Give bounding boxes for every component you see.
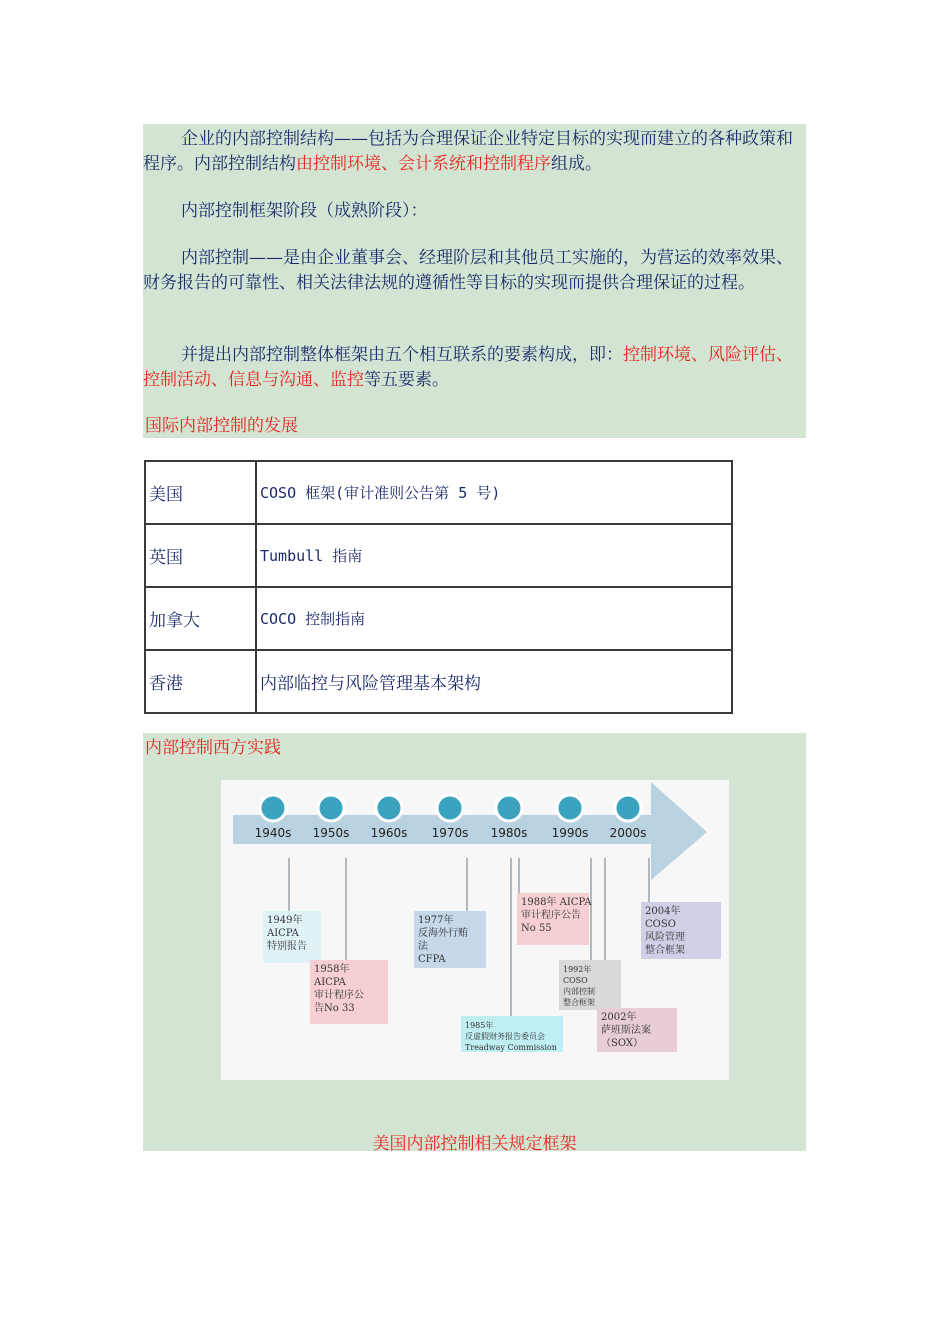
event-text: 法 xyxy=(418,941,428,952)
table-row xyxy=(145,587,732,650)
intro-section xyxy=(143,124,806,438)
event-text: 审计程序公告 xyxy=(521,910,581,921)
decade-node xyxy=(376,795,402,821)
framework-cell: COCO 控制指南 xyxy=(256,587,732,650)
event-text: AICPA xyxy=(314,977,346,988)
highlight-five-elements: 控制环境、风险评估、控制活动、信息与沟通、监控 xyxy=(143,345,793,390)
country-cell: 香港 xyxy=(145,650,256,713)
decade-node xyxy=(318,795,344,821)
framework-cell: COSO 框架(审计准则公告第 5 号) xyxy=(256,461,732,524)
event-text: Treadway Commission xyxy=(465,1043,557,1052)
event-text: 1977年 xyxy=(418,915,454,926)
intro-paragraph-3: 内部控制——是由企业董事会、经理阶层和其他员工实施的，为营运的效率效果、财务报告的可靠性、相关法律法规的遵循性等目标的实现而提供合理保证的过程。 xyxy=(143,248,793,293)
decade-node xyxy=(260,795,286,821)
event-text: CFPA xyxy=(418,954,446,965)
event-text: COSO xyxy=(645,919,676,930)
decade-label: 1950s xyxy=(312,826,350,840)
international-heading: 国际内部控制的发展 xyxy=(145,416,298,436)
highlight-components: 由控制环境、会计系统和控制程序 xyxy=(296,154,551,174)
event-text: 整合框架 xyxy=(645,945,685,956)
decade-label: 2000s xyxy=(609,826,647,840)
intro-paragraph-4: 并提出内部控制整体框架由五个相互联系的要素构成，即：控制环境、风险评估、控制活动、信息与沟通、监控等五要素。 xyxy=(143,345,793,390)
event-text: 内部控制 xyxy=(563,987,595,996)
event-text: 1949年 xyxy=(267,915,303,926)
decade-node xyxy=(615,795,641,821)
event-text: 2004年 xyxy=(645,906,681,917)
event-text: 1992年 xyxy=(563,965,592,974)
event-text: 萨班斯法案 xyxy=(601,1025,651,1036)
decade-label: 1980s xyxy=(490,826,528,840)
country-framework-table xyxy=(144,460,733,714)
event-text: 1988年 AICPA xyxy=(521,897,592,908)
event-text: 1958年 xyxy=(314,964,350,975)
table-row xyxy=(145,650,732,713)
event-text: （SOX） xyxy=(601,1038,643,1049)
decade-node xyxy=(437,795,463,821)
timeline-caption: 美国内部控制相关规定框架 xyxy=(372,1134,577,1154)
event-text: 1985年 xyxy=(465,1021,494,1030)
event-text: 反虚假财务报告委员会 xyxy=(465,1032,545,1041)
country-cell: 美国 xyxy=(145,461,256,524)
intro-paragraph-2: 内部控制框架阶段（成熟阶段）： xyxy=(181,201,428,221)
event-text: No 55 xyxy=(521,923,552,934)
table-row xyxy=(145,524,732,587)
western-heading: 内部控制西方实践 xyxy=(145,738,281,758)
timeline-diagram xyxy=(221,780,729,1080)
decade-label: 1940s xyxy=(254,826,292,840)
event-text: 2002年 xyxy=(601,1012,637,1023)
western-practice-section xyxy=(143,733,806,1154)
event-text: 整合框架 xyxy=(563,998,595,1007)
event-text: 告No 33 xyxy=(314,1003,355,1014)
decade-label: 1990s xyxy=(551,826,589,840)
event-text: 反海外行贿 xyxy=(418,928,468,939)
decade-node xyxy=(557,795,583,821)
country-cell: 加拿大 xyxy=(145,587,256,650)
framework-cell: 内部临控与风险管理基本架构 xyxy=(256,650,732,713)
event-text: 特别报告 xyxy=(267,941,307,952)
decade-node xyxy=(496,795,522,821)
country-cell: 英国 xyxy=(145,524,256,587)
event-text: COSO xyxy=(563,976,588,985)
table-row xyxy=(145,461,732,524)
decade-label: 1960s xyxy=(370,826,408,840)
event-text: AICPA xyxy=(267,928,299,939)
event-text: 审计程序公 xyxy=(314,990,364,1001)
event-text: 风险管理 xyxy=(645,932,685,943)
timeline-svg xyxy=(221,780,729,1080)
intro-paragraph-1: 企业的内部控制结构——包括为合理保证企业特定目标的实现而建立的各种政策和程序。内部控制结构由控制环境、会计系统和控制程序组成。 xyxy=(143,129,793,174)
framework-cell: Tumbull 指南 xyxy=(256,524,732,587)
decade-label: 1970s xyxy=(431,826,469,840)
